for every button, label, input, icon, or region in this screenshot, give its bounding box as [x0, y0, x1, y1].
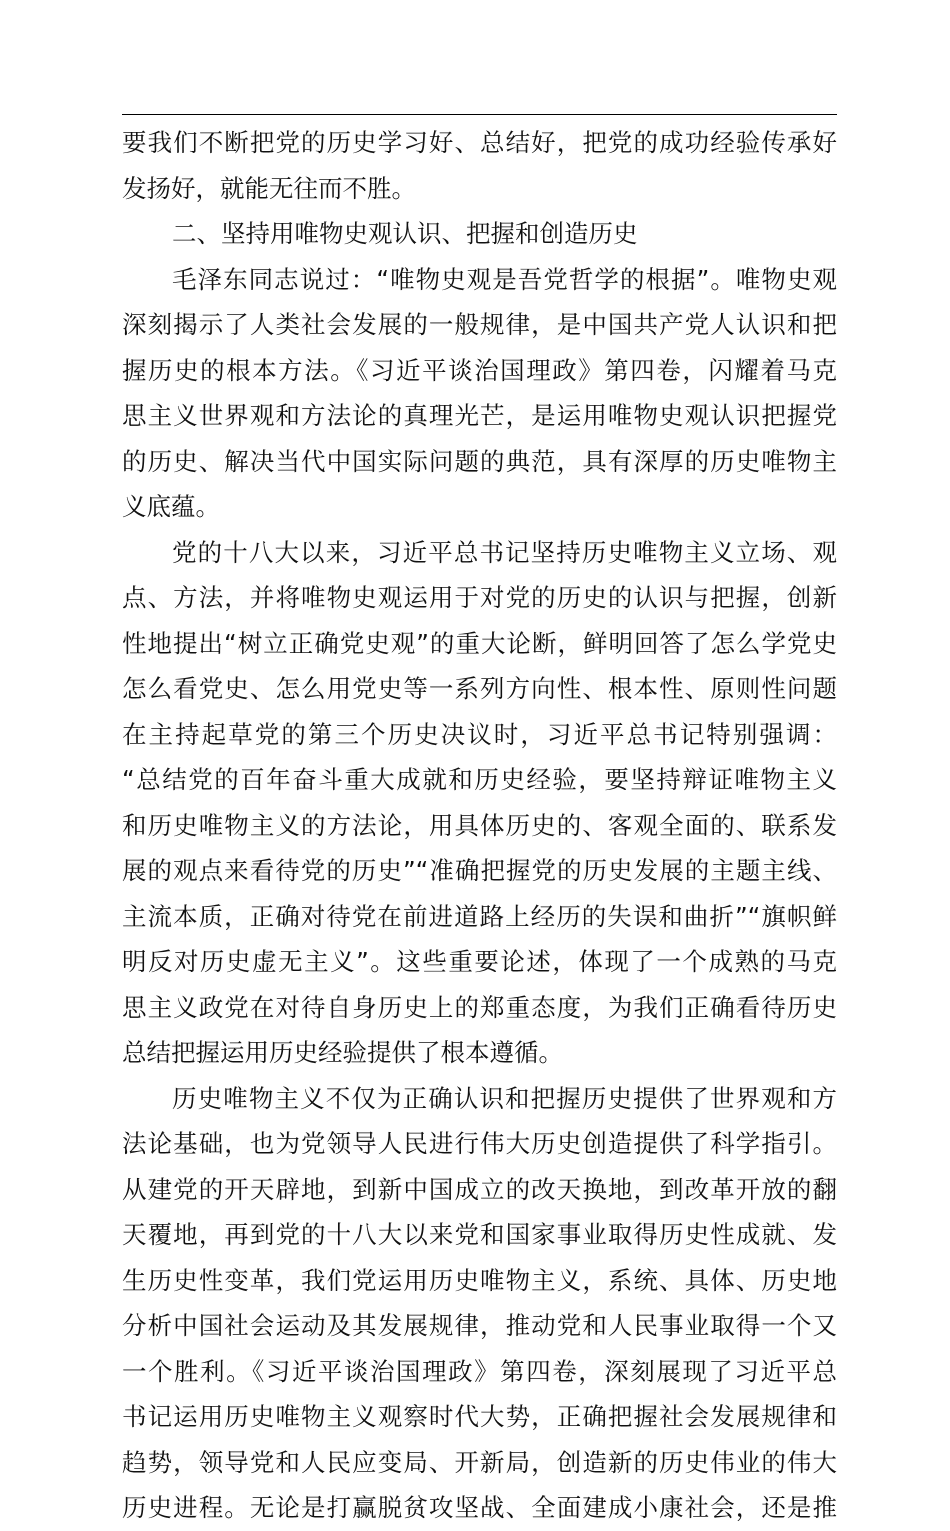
- text-line: 思主义世界观和方法论的真理光芒，是运用唯物史观认识把握党: [122, 401, 837, 430]
- header-rule: [122, 114, 837, 115]
- text-line: 毛泽东同志说过：“唯物史观是吾党哲学的根据”。唯物史观: [172, 264, 837, 294]
- body-text: [122, 120, 837, 1531]
- text-line: 的历史、解决当代中国实际问题的典范，具有深厚的历史唯物主: [122, 446, 837, 476]
- text-line: 书记运用历史唯物主义观察时代大势，正确把握社会发展规律和: [122, 1402, 837, 1431]
- text-line: 怎么看党史、怎么用党史等一系列方向性、根本性、原则性问题: [122, 674, 837, 703]
- text-line: 展的观点来看待党的历史”“准确把握党的历史发展的主题主线、: [122, 856, 837, 885]
- text-line: 深刻揭示了人类社会发展的一般规律，是中国共产党人认识和把: [122, 310, 837, 339]
- text-line: 发扬好，就能无往而不胜。: [122, 173, 416, 203]
- text-line: 历史唯物主义不仅为正确认识和把握历史提供了世界观和方: [172, 1083, 837, 1113]
- text-line: 总结把握运用历史经验提供了根本遵循。: [122, 1038, 563, 1067]
- text-line: 历史进程。无论是打赢脱贫攻坚战、全面建成小康社会，还是推: [122, 1493, 837, 1522]
- text-line: 性地提出“树立正确党史观”的重大论断，鲜明回答了怎么学党史: [122, 628, 837, 658]
- text-line: 明反对历史虚无主义”。这些重要论述，体现了一个成熟的马克: [122, 947, 837, 976]
- text-line: 义底蕴。: [122, 492, 220, 521]
- text-line: 和历史唯物主义的方法论，用具体历史的、客观全面的、联系发: [122, 810, 837, 840]
- text-line: 分析中国社会运动及其发展规律，推动党和人民事业取得一个又: [122, 1311, 837, 1340]
- text-line: 主流本质，正确对待党在前进道路上经历的失误和曲折”“旗帜鲜: [122, 901, 837, 931]
- text-line: 从建党的开天辟地，到新中国成立的改天换地，到改革开放的翻: [122, 1174, 837, 1204]
- text-line: “总结党的百年奋斗重大成就和历史经验，要坚持辩证唯物主义: [122, 765, 837, 794]
- text-line: 点、方法，并将唯物史观运用于对党的历史的认识与把握，创新: [122, 583, 837, 612]
- text-line: 握历史的根本方法。《习近平谈治国理政》第四卷，闪耀着马克: [122, 355, 837, 385]
- text-line: 天覆地，再到党的十八大以来党和国家事业取得历史性成就、发: [122, 1220, 837, 1249]
- text-line: 一个胜利。《习近平谈治国理政》第四卷，深刻展现了习近平总: [122, 1356, 837, 1386]
- text-line: 法论基础，也为党领导人民进行伟大历史创造提供了科学指引。: [122, 1129, 837, 1158]
- text-line: 要我们不断把党的历史学习好、总结好，把党的成功经验传承好: [122, 128, 837, 157]
- text-line: 党的十八大以来，习近平总书记坚持历史唯物主义立场、观: [172, 537, 837, 567]
- text-line: 趋势，领导党和人民应变局、开新局，创造新的历史伟业的伟大: [122, 1447, 837, 1477]
- text-line: 思主义政党在对待自身历史上的郑重态度，为我们正确看待历史: [122, 992, 837, 1022]
- text-line: 二、坚持用唯物史观认识、把握和创造历史: [172, 219, 638, 248]
- text-line: 生历史性变革，我们党运用历史唯物主义，系统、具体、历史地: [122, 1265, 837, 1295]
- text-line: 在主持起草党的第三个历史决议时，习近平总书记特别强调：: [122, 719, 837, 749]
